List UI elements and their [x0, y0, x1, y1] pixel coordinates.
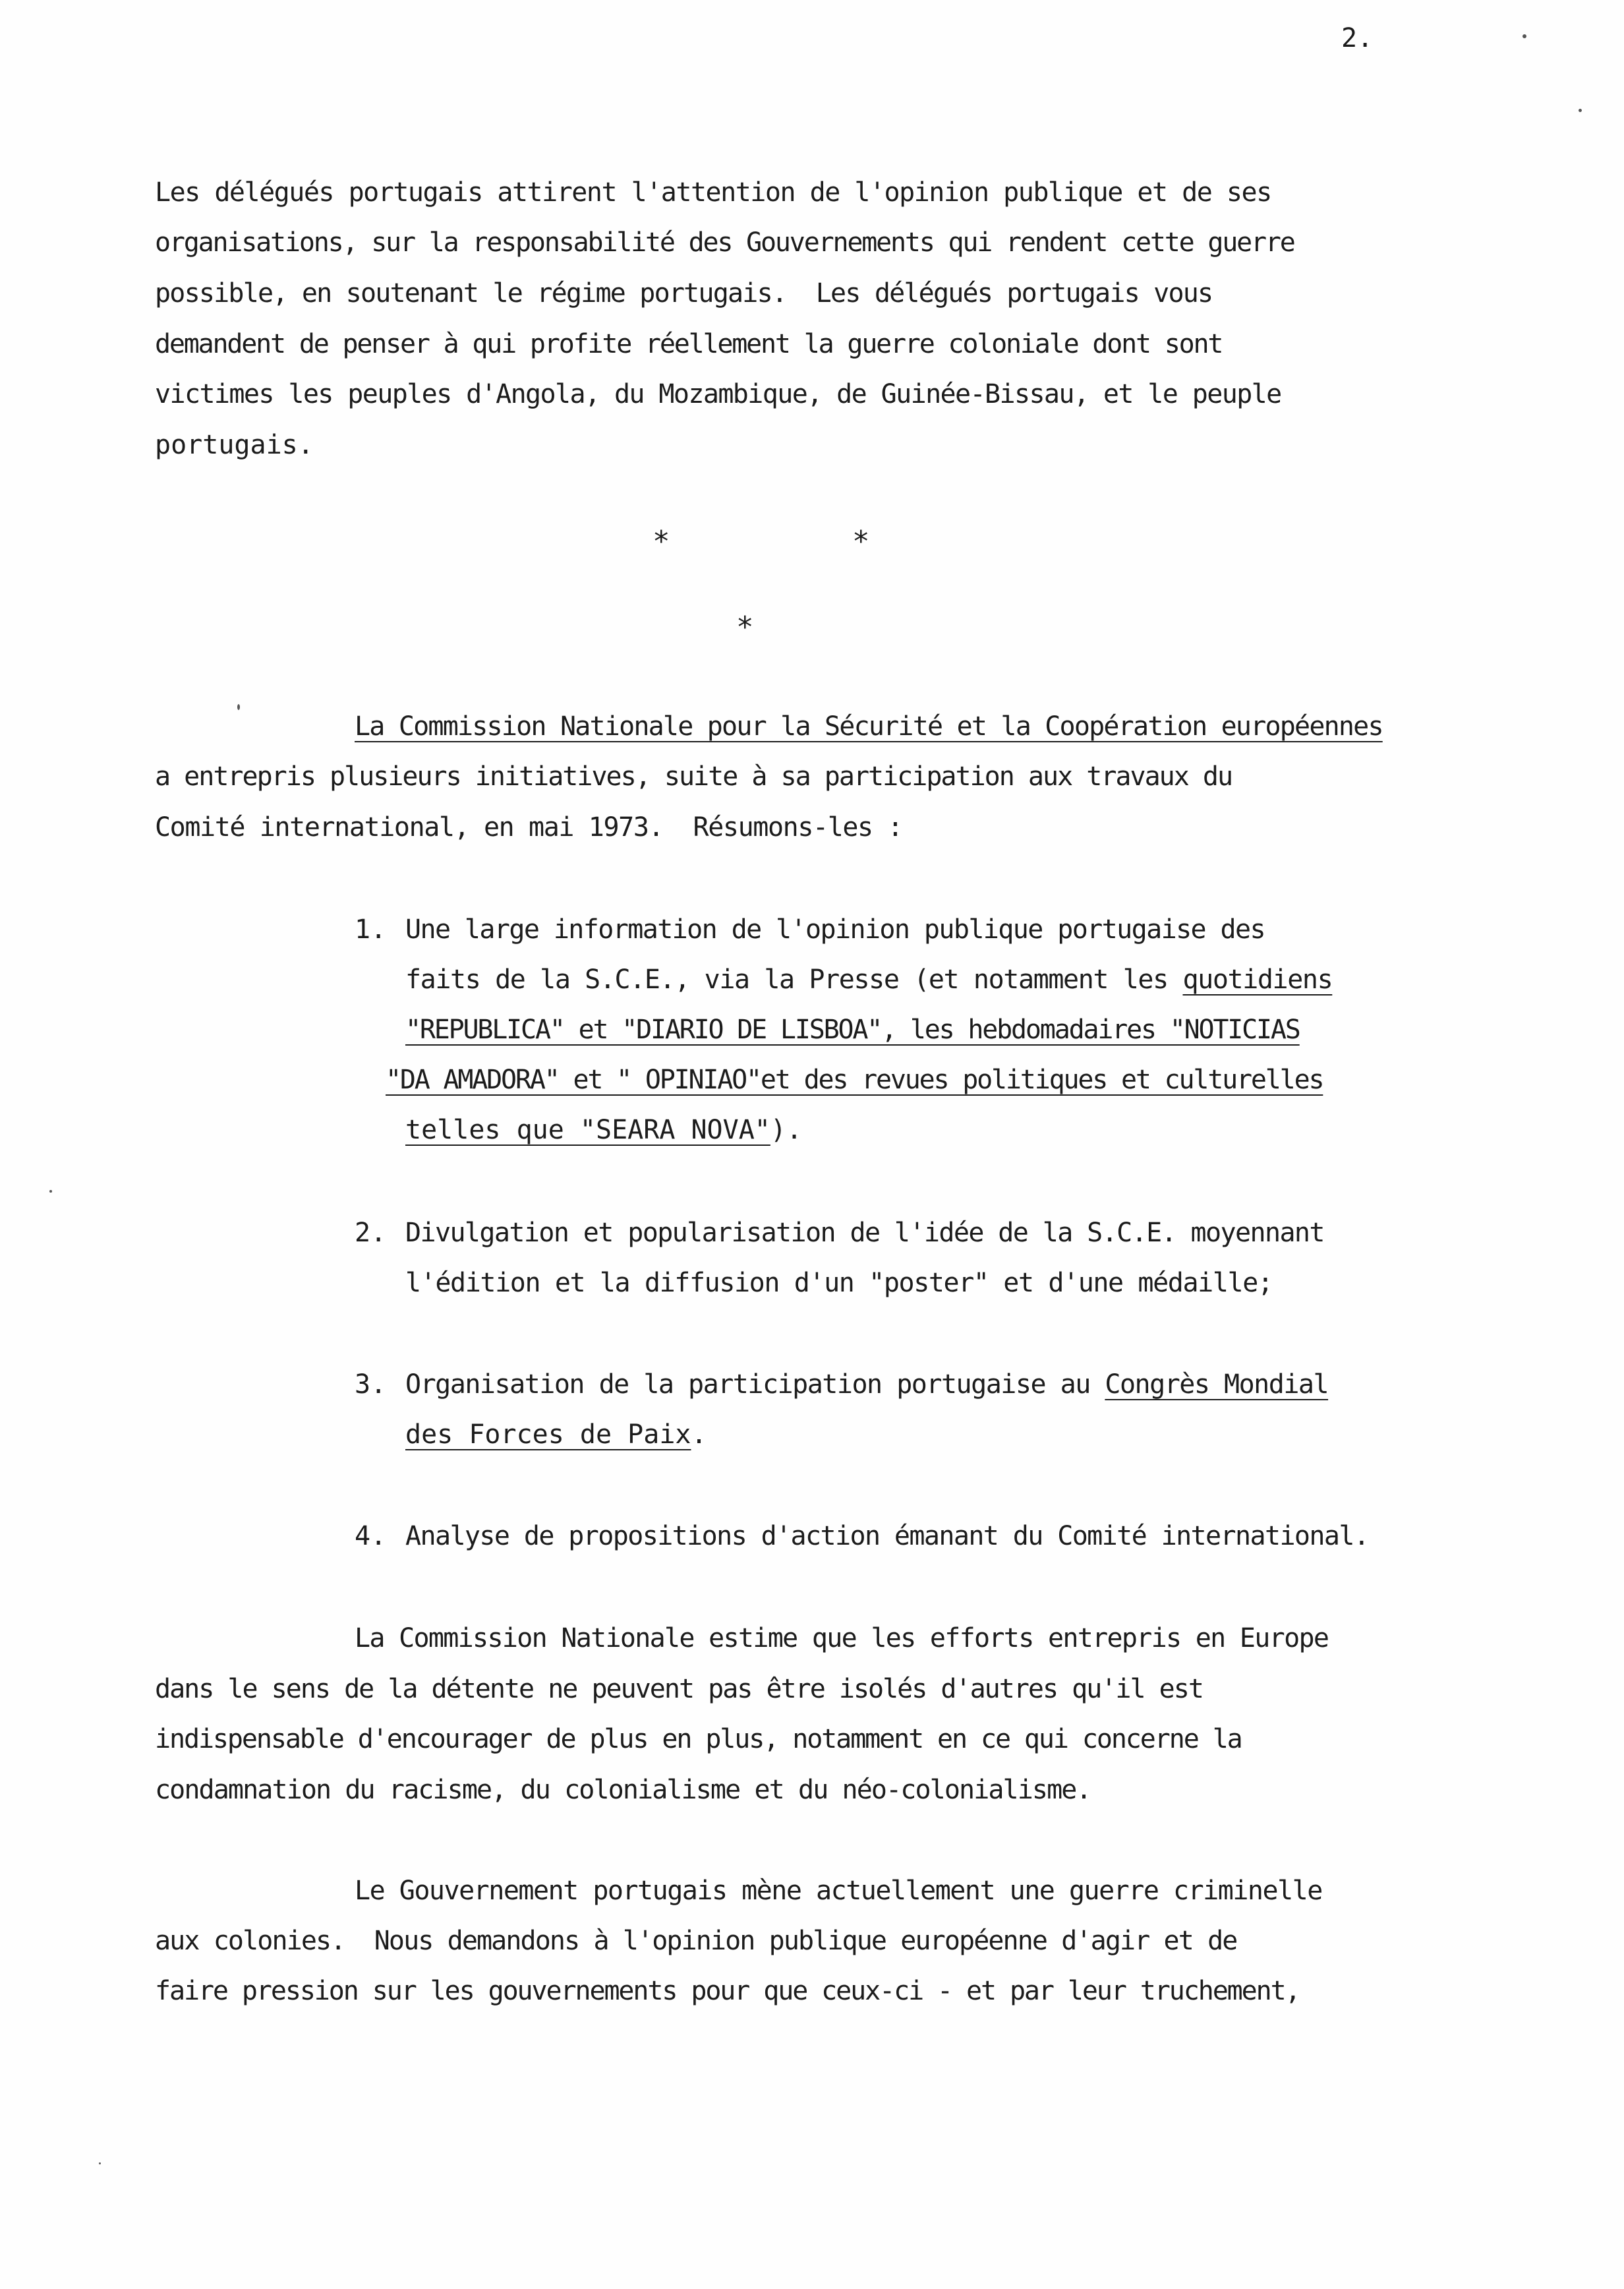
intro-line-6: portugais.	[155, 430, 314, 460]
intro-line-1: Les délégués portugais attirent l'attention de l'opinion publique et de ses	[155, 177, 1271, 208]
item3-line-2	[405, 1421, 707, 1448]
guerre-line-2: aux colonies. Nous demandons à l'opinion publique européenne d'agir et de	[155, 1926, 1237, 1956]
separator-star-right: *	[852, 525, 870, 558]
item2-line-1: Divulgation et popularisation de l'idée de la S.C.E. moyennant	[405, 1218, 1324, 1248]
item1-line-1: Une large information de l'opinion publique portugaise des	[405, 914, 1265, 945]
item1-line-4: "DA AMADORA" et " OPINIAO"et des revues politiques et culturelles	[386, 1065, 1323, 1095]
scan-speck	[49, 1190, 52, 1193]
intro-line-3: possible, en soutenant le régime portugais. Les délégués portugais vous	[155, 278, 1213, 309]
item3-line-2-underlined: des Forces de Paix	[405, 1419, 691, 1450]
list-number-2: 2.	[355, 1218, 387, 1248]
page-number: 2.	[1341, 23, 1374, 53]
commission-line-3: Comité international, en mai 1973. Résumons-les :	[155, 812, 903, 843]
detente-line-1: La Commission Nationale estime que les efforts entrepris en Europe	[355, 1623, 1329, 1653]
item3-line-2-text: .	[691, 1419, 707, 1450]
item1-line-3: "REPUBLICA" et "DIARIO DE LISBOA", les hebdomadaires "NOTICIAS	[405, 1015, 1300, 1045]
separator-star-center: *	[736, 610, 754, 644]
scan-speck	[1522, 34, 1526, 38]
item4-line-1: Analyse de propositions d'action émanant du Comité international.	[405, 1521, 1369, 1551]
intro-line-2: organisations, sur la responsabilité des Gouvernements qui rendent cette guerre	[155, 227, 1294, 258]
item1-line-5	[405, 1117, 802, 1143]
guerre-line-1: Le Gouvernement portugais mène actuellement une guerre criminelle	[355, 1876, 1322, 1906]
intro-line-4: demandent de penser à qui profite réellement la guerre coloniale dont sont	[155, 329, 1223, 359]
intro-line-5: victimes les peuples d'Angola, du Mozambique, de Guinée-Bissau, et le peuple	[155, 379, 1281, 409]
item2-line-2: l'édition et la diffusion d'un "poster" et d'une médaille;	[405, 1268, 1273, 1298]
commission-line-2: a entrepris plusieurs initiatives, suite à sa participation aux travaux du	[155, 761, 1232, 792]
detente-line-3: indispensable d'encourager de plus en plus, notamment en ce qui concerne la	[155, 1724, 1242, 1754]
item1-line-5-underlined: telles que "SEARA NOVA"	[405, 1115, 770, 1145]
item1-line-2-underlined: quotidiens	[1182, 965, 1333, 995]
detente-line-4: condamnation du racisme, du colonialisme et du néo-colonialisme.	[155, 1775, 1091, 1805]
list-number-4: 4.	[355, 1521, 387, 1551]
detente-line-2: dans le sens de la détente ne peuvent pas être isolés d'autres qu'il est	[155, 1674, 1203, 1704]
guerre-line-3: faire pression sur les gouvernements pour que ceux-ci - et par leur truchement,	[155, 1976, 1300, 2006]
list-number-1: 1.	[355, 914, 387, 945]
scan-speck	[1579, 109, 1582, 112]
list-number-3: 3.	[355, 1369, 387, 1400]
commission-line-1: La Commission Nationale pour la Sécurité et la Coopération européennes	[355, 711, 1383, 742]
item3-line-1	[405, 1371, 1328, 1398]
item3-line-1-underlined: Congrès Mondial	[1105, 1369, 1329, 1400]
item3-line-1-text: Organisation de la participation portugaise au	[405, 1369, 1105, 1400]
item1-line-2-text: faits de la S.C.E., via la Presse (et notamment les	[405, 965, 1183, 995]
item1-line-5-text: ).	[770, 1115, 803, 1145]
separator-star-left: *	[652, 525, 670, 558]
item1-line-2	[405, 966, 1332, 993]
scan-speck	[99, 2162, 101, 2164]
scan-speck	[237, 704, 240, 710]
